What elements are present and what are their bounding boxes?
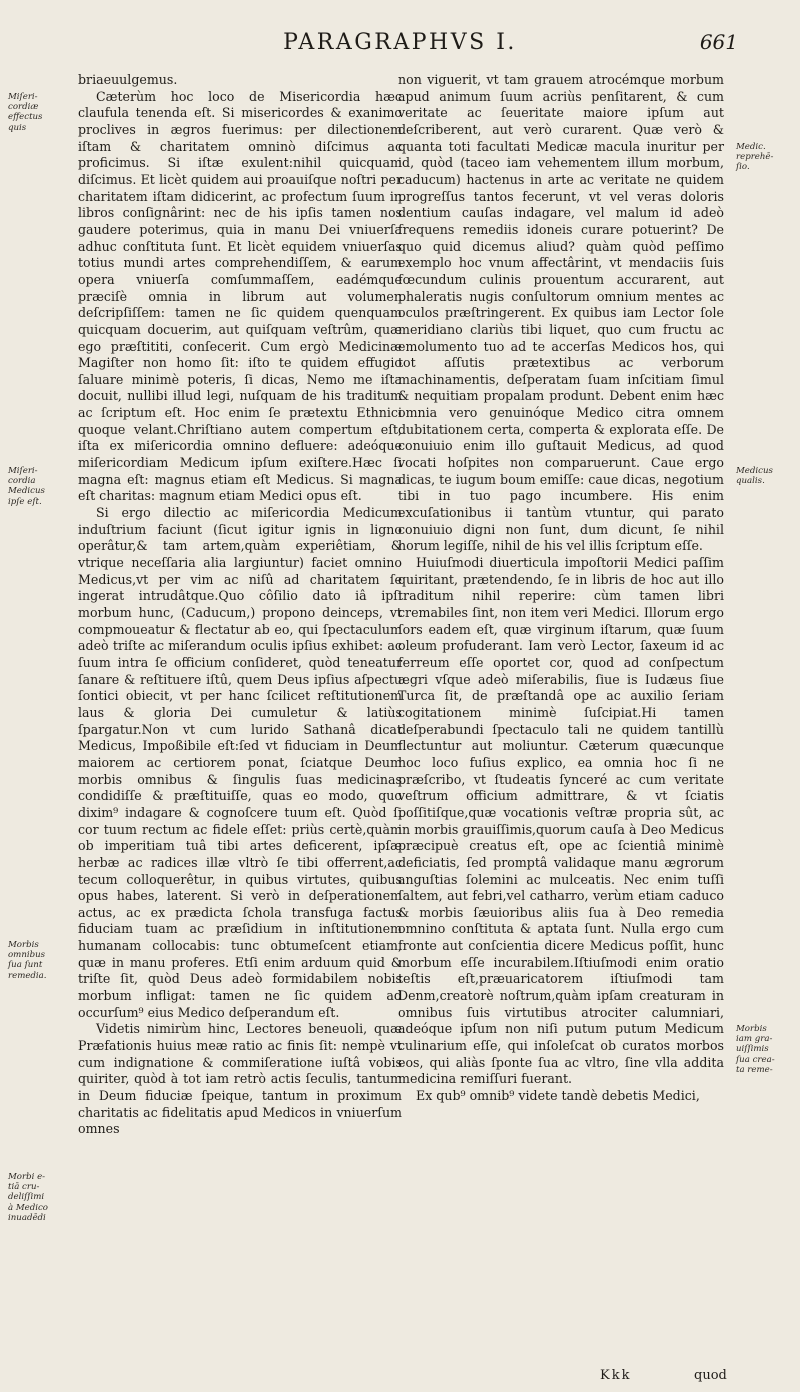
catchword: quod xyxy=(694,1368,727,1383)
margin-note-left-4: Morbi e- tiā cru- deliſſimi à Medico inuadēdi xyxy=(8,1172,48,1223)
page-number: 661 xyxy=(699,30,738,54)
page-header xyxy=(0,30,800,66)
margin-note-left-3: Morbis omnibus ſua ſunt remedia. xyxy=(8,940,47,981)
left-paragraph-4: Videtis nimirùm hinc, Lectores beneuoli, quæ Præfationis huius meæ ratio ac finis ſit: nempè vt cum indignatione & commiſeratione iuſtâ vobis quiriter, quòd à tot iam retrò actis ſeculis, tantum in Deum fiduciæ ſpeique, tantum in proximum charitatis ac fidelitatis apud Medicos in vniuerſum omnes xyxy=(78,1021,402,1137)
margin-note-right-1: Medic. reprehē- ſio. xyxy=(736,142,774,173)
margin-note-left-1: Miſeri- cordiæ effectus quis xyxy=(8,92,43,133)
right-paragraph-2: Huiuſmodi diuerticula impoſtorii Medici paſſim quiritant, prætendendo, ſe in libris de hoc aut illo traditum nihil reperire: cùm tamen libri cremabiles ſint, non item veri Medici. Illorum ergo ſors eadem eſt, quæ virginum iſtarum, quæ ſuum oleum profuderant. Iam verò Lector, ſaxeum id ac ferreum eſſe oportet cor, quod ad conſpectum ægri vſque adeò miſerabilis, ſiue is Iudæus ſiue Turca ſit, de præſtandâ ope ac auxilio ſeriam cogitationem minimè ſuſcipiat.Hi tamen deſperabundi ſpectaculo tali ne quidem tantillù flectuntur aut moliuntur. Cæterum quæcunque hoc loco fuſius explico, ea omnia hoc ſi ne præſcribo, vt ſtudeatis ſynceré ac cum veritate veſtrum officium admittrare, & vt ſciatis poſſitiſque,quæ vocationis veſtræ propria sût, ac in morbis grauiſſimis,quorum cauſa à Deo Medicus præcipuè creatus eſt, ope ac ſcientiâ minimè deficiatis, ſed promptâ validaque manu ægrorum anguſtias ſolemini ac mulceatis. Nec enim tuſſi ſaltem, aut febri,vel catharro, verùm etiam caduco & morbis ſæuioribus aliis ſua à Deo remedia omnino conſtituta & aptata ſunt. Nulla ergo cum fronte aut conſcientia dicere Medicus poſſit, hunc morbum eſſe incurabilem.Iſtiuſmodi enim oratio teſtis eſt,præuaricatorem iſtiuſmodi tam Denm,creatorè noſtrum,quàm ipſam creaturam in omnibus ſuis virtutibus atrociter calumniari, adeóque ipſum non niſi putum putum Medicum culinarium eſſe, qui inſoleſcat ob curatos morbos eos, qui aliàs ſponte ſua ac vltro, ſine vlla addita medicina remiſſuri fuerant. xyxy=(398,555,724,1087)
left-paragraph-2: Cæterùm hoc loco de Misericordia hæc claufula tenenda eſt. Si misericordes & exanimo proclives in ægros fuerimus: per dilectionem iſtam & charitatem omninò diſcimus ac proficimus. Si iſtæ exulent:nihil quicquam diſcimus. Et licèt quidem aui proauiſque noſtri per charitatem iſtam didicerint, ac profectum ſuum in libros conſignârint: nec de his ipſis tamen nos gaudere poterimus, quia in manu Dei vniuerſa adhuc conſtituta ſunt. Et licèt equidem vniuerſas totius mundi artes comprehendiſſem, & earum opera vniuerſa comſummaſſem, eadémque præciſè omnia in librum aut volumen deſcripſiſſem: tamen ne ſic quidem quenquam quicquam docuerim, aut quiſquam veſtrûm, quæ ego præſtititi, conſecerit. Cum ergò Medicinæ Magiſter non homo ſit: iſto te quidem effugio ſaluare minimè poteris, ſi dicas, Nemo me iſta docuit, nullibi illud legi, nuſquam de his traditum ac ſcriptum eſt. Hoc enim ſe prætextu Ethnici quoque velant.Chriſtiano autem compertum eſt, iſta ex miſericordia omnino defluere: adeóque miſericordiam Medicum ipſum exiſtere.Hæc ſi magna eſt: magnus etiam eſt Medicus. Si magna eſt charitas: magnum etiam Medici opus eſt. xyxy=(78,88,402,504)
right-column xyxy=(398,72,724,1105)
right-paragraph-3: Ex qub⁹ omnib⁹ videte tandè debetis Medici, xyxy=(416,1088,700,1104)
margin-note-right-3: Morbis iam gra- uiſſimis ſua crea- ta reme- xyxy=(736,1024,775,1075)
right-paragraph-1: non viguerit, vt tam grauem atrocémque morbum apud animum ſuum acriùs penſitarent, & cum veritate ac ſeueritate maiore ipſum aut deſcriberent, aut verò curarent. Quæ verò & quanta toti facultati Medicæ macula inuritur per id, quòd (taceo iam vehementem illum morbum, caducum) hactenus in arte ac veritate ne quidem progreſſus tantos fecerunt, vt vel veras doloris dentium cauſas indagare, vel malum id adeò frequens remediis idoneis curare potuerint? De quo quid dicemus aliud? quàm quòd peſſimo exemplo hoc vnum affectârint, vt mendaciis ſuis fœcundum culinis prouentum accurarent, aut phaleratis nugis conſultorum omnium mentes ac oculos præſtringerent. Ex quibus iam Lector ſole meridiano clariùs tibi liquet, quo cum fructu ac emolumento tuo ad te accerſas Medicos hos, qui tot aſſutis prætextibus ac verborum machinamentis, deſperatam ſuam inſcitiam ſimul & nequitiam propalam produnt. Debent enim hæc omnia vero genuinóque Medico citra omnem dubitationem certa, comperta & explorata eſſe. De conuiuio enim illo guſtauit Medicus, ad quod vocati hoſpites non comparuerunt. Caue ergo dicas, te iugum boum emiſſe: caue dicas, negotium tibi in tuo pago incumbere. His enim excuſationibus ii tantùm vtuntur, qui parato conuiuio digni non ſunt, dum dicunt, ſe nihil horum legiſſe, nihil de his vel illis ſcriptum eſſe. xyxy=(398,72,724,554)
signature-mark: Kkk xyxy=(600,1368,632,1383)
margin-note-left-2: Miſeri- cordia Medicus ipſe eſt. xyxy=(8,466,45,507)
left-paragraph-3: Si ergo dilectio ac miſericordia Medicum induſtrium faciunt (ſicut igitur ignis in ligno operâtur,& tam artem,quàm experiêtiam, & vtrique neceſſaria alia largiuntur) faciet omnino Medicus,vt per vim ac niſû ad charitatem ſe ingerat intrudâtque.Quo côſilio dato iâ ipſi morbum hunc, (Caducum,) propono deinceps, vt compmoueatur & flectatur ab eo, qui ſpectaculum adeò triſte ac miſerandum oculis ipſius exhibet: ac ſuum intra ſe officium conſideret, quòd teneatur ſanare & reſtituere iſtû, quem Deus ipſius aſpectu ſontici obiecit, vt per hanc ſcilicet reſtitutionem laus & gloria Dei cumuletur & latiùs ſpargatur.Non vt cum lurido Sathanâ dicat Medicus, Impoßibile eſt:ſed vt fiduciam in Deum maiorem ac certiorem ponat, ſciatque Deum morbis omnibus & ſingulis ſuas medicinas condidiſſe & præſtituiſſe, quas eo modo, quo dixim⁹ indagare & cognoſcere tuum eſt. Quòd ſi cor tuum rectum ac fidele eſſet: priùs certè,quàm ob imperitiam tuâ tibi artes deficerent, ipſæ herbæ ac radices illæ vltrò ſe tibi offerrent,ac tecum colloquerêtur, in quibus virtutes, quibus opus habes, laterent. Si verò in deſperationem actus, ac ex prædicta ſchola transfuga factus fiduciam tuam ac præſidium in inſtitutionem humanam collocabis: tunc obtumeſcent etiam, quæ in manu proferes. Etſi enim arduum quid & triſte ſit, quòd Deus adeò formidabilem nobis morbum infligat: tamen ne ſic quidem ad occurſum⁹ eius Medico deſperandum eſt. xyxy=(78,505,402,1020)
left-paragraph-1: briaeuulgemus. xyxy=(78,72,178,87)
left-column xyxy=(78,72,402,1138)
running-head: PARAGRAPHVS I. xyxy=(283,30,517,55)
margin-note-right-2: Medicus qualis. xyxy=(736,466,773,487)
